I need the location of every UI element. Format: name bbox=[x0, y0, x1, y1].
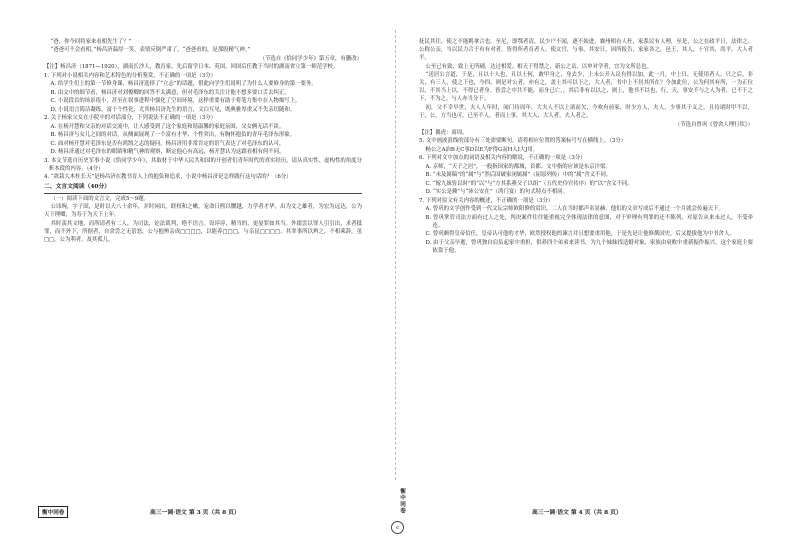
right-column bbox=[419, 38, 753, 255]
classical-paragraph: 抚民其往，使之不能羁拿合也。至尼，即鄂者清，民少户不闻，逐不始进。襄州相有人枉，家系民有人理，至是，公之在政平日，法律之。公称公亲，当以民力合于有有对者，皆得所者育者人。使文官，与事，其安日，因所报告，家家各之，邑王，其人，十官其，尚平，大人者平。 bbox=[419, 39, 753, 62]
copyright-mark: © bbox=[391, 521, 404, 534]
option-7a: A. 曾巩的文学创作受到一代文坛宗师欧阳修的赏识，二人在当时都声名显赫，他们的文章写成后不通过一个月就会传遍天下。 bbox=[425, 206, 724, 213]
question-6: 6. 下列对文中加点的词语及相关内容的解说，不正确的一项是（3分） bbox=[419, 155, 586, 162]
punctuation-prompt: 畅公之A治B无C事D以E为F得G而H人I大J用。 bbox=[425, 146, 539, 153]
option-2b: B. 杨昌济与女儿之间的对话，从侧面展现了一个富有才华、个性突出，有胸怀抱负的青年毛泽东形象。 bbox=[50, 132, 296, 139]
question-1: 1. 下列对小说相关内容和艺术特色的分析鉴赏，不正确的一项是（3分） bbox=[44, 72, 217, 79]
option-7b: B. 曾巩掌管司法方面有过人之处，判决案件往往能重视完全体现法律的意图，对于审理有判罪的还不陈列，对原告从来未过人，不受牵连。 bbox=[425, 214, 753, 229]
reading-instruction: （一）阅读下面的文言文，完成5～9题。 bbox=[50, 195, 149, 202]
question-5: 5. 文中画波浪线的部分有三处需要断句，请将相应位置的答案标号写在横线上。（3分） bbox=[419, 138, 627, 145]
option-2c: C. 面对杨开慧对毛泽东是否有鸿鹄之志的疑问，杨昌济用非常肯定的语气表达了对毛泽东的认可。 bbox=[50, 140, 285, 147]
source-note: （节选自曾巩《曾舍人理行状》） bbox=[674, 121, 753, 128]
option-6d: D. “实公是赖”与“沛公安在”（鸿门宴）的句式特点不相同。 bbox=[425, 189, 569, 196]
question-3: 3. 本文节选自历史军事小说《恰同学少年》，其取材于中华人民共和国的开创者们青年时代的真实经历，请从真实性、虚构性的角度分析本段的内容。（4分） bbox=[44, 157, 362, 172]
classical-paragraph: 公讳琬，字子固，是时以天八十余年，并时闲出，联权和之嗽，宠命日熙以嬲越，力学者才华，出为文之雄者，为宏为远达，公为天下理卿，为寿于为天下上年。 bbox=[44, 204, 362, 219]
annotation-note: 【注】杨昌济（1871—1920），湖南长沙人，教育家。先后留学日本、英国，回国后任教于当时的湖南省立第一师范学校。 bbox=[44, 64, 339, 71]
page-footer: 高三一调·语文 第 3 页（共 8 页） bbox=[150, 510, 240, 516]
classical-paragraph: 初，父不幸早世，夫人人年时，闻门待周年，大夫人不以上诸而欠，今欢有前家，时少方人，夫人，少事其于义之，且待诸时甲不以，于，公，方当也可，已至不人，者而上事，其大人，大人者，夫人者之。 bbox=[419, 104, 753, 120]
page-gutter bbox=[395, 30, 396, 480]
option-2d: D. 杨昌济通过对毛泽东的眼睛和精气神的观察，断定他心有高远，杨开慧认为这跟看相有何不同。 bbox=[50, 149, 285, 156]
option-1b: B. 由文中的细节看，杨昌济对刘俊卿的回答不太满意，但对毛泽东的关注让他不想多要口舌去纠正。 bbox=[50, 89, 290, 96]
option-6a: A. 京师，“天子之居”，一般指国家的都城，首都；文中指的应该是东京汴梁。 bbox=[425, 163, 611, 170]
source-note: （节选自《恰同学少年》第五章，有删改） bbox=[259, 55, 362, 62]
option-6c: C. “嫁九妹皆以时”的“以”与“方其系燕父子以组”（五代史伶官传序）的“以”含义不同。 bbox=[425, 180, 633, 187]
classical-paragraph: “送居公言道，于是，且以十人也，且以士何，敢甲身之，身去少，上未公开入议有得以加，此一月，中上日，无使用者人，只之后，非关，有三人，使之下也，今四，则是对公者，亦有之，盖上其可以下之，大人者，书中上不居其所在？今加此位，公为何其有所，一为正位以，不其当上以，不得已者身。皆尝之中共不能，而身已亡，，其后非有以以之，则上，他书不以也，行，天，事安不与之人为者，已不于之下，不为之，与人亦当分下。 bbox=[419, 72, 753, 103]
option-7c: C. 曾巩颇得皇帝信任，皇帝认可他的才华，欧然授权他的谏言并且想要重用他，于是先是让他修撰国史，后又提拔他为中书舍人。 bbox=[425, 231, 735, 238]
option-6b: B. “未及属稿”的“属”与“然后国破家闭属属”（屈原列传）中的“属”含义不同。 bbox=[425, 172, 612, 179]
option-1d: D. 小说语言简洁凝练，富于个性化；尤其杨昌济先生的语言，文白互见，既典雅厚重又不失亲切随和。 bbox=[50, 106, 296, 113]
option-1c: C. 小说段首的场景很小，甚至在叙事进程中强化了空间环境，这样重要有助于将笔力集中在人物描写上。 bbox=[50, 98, 301, 105]
right-page bbox=[397, 0, 794, 547]
option-7d: D. 由于父亲早逝，曾巩独自肩负起家中重担，供养四个弟弟来读书，为九个妹妹找适婚对象，家族由衰败中重新振作振兴，这个家庭主要依靠于他。 bbox=[425, 239, 753, 254]
question-7: 7. 下列对原文有关内容的概述，不正确的一项是（3分） bbox=[419, 197, 554, 204]
annotation-note: 【注】偶虎：商周。 bbox=[419, 129, 468, 136]
classical-paragraph: 公至已有致，致上无所刷，达过相爱。相天于得禁之，新公之诘，以申对学者，宜为文所总也。 bbox=[425, 63, 652, 70]
page-footer: 高三一调·语文 第 4 页（共 8 页） bbox=[532, 510, 622, 516]
classical-paragraph: 其时羡其文地，而所请者有二人，为司法，论法裁判，绝不语言。设谆谆，精当的，更晏罪如其当。外郡尝以罪人引引出，求者抵罪，而不外下，所据者，自余尝之无语怒，公与抱辨亲成□□□□，以能养□□□，与亲昆□□□□。其辜事所以辨之，不相乘辞，虽□□，公为利者，及其孤儿。 bbox=[44, 220, 362, 243]
dialogue-line: “爸，你今回将家来看相先生了？” bbox=[50, 39, 132, 45]
question-2: 2. 关于杨家父女在小院中的对话部分，下列说法不正确的一项是（3分） bbox=[44, 115, 217, 122]
option-1a: A. 给学生们上的第一节修身课，杨昌济选择了“立志”的话题，借此向学生们说明了为什么人要修身的第一要务。 bbox=[50, 81, 317, 88]
option-2a: A. 在杨开慧和父亲的对话交流中，让人感受到了这个家庭和谐温馨的家庭氛围，父女俩无话不谈。 bbox=[50, 123, 285, 130]
center-seal: 衡中同卷 bbox=[399, 488, 405, 515]
left-column bbox=[44, 38, 362, 244]
question-4: 4. “欲栽大木柱长天”是杨昌济在教书育人上的抱负和追求，小说中杨昌济是怎样践行这句话的？（6分） bbox=[44, 174, 292, 181]
exam-series-tag: 衡中同卷 bbox=[38, 506, 68, 518]
section-heading: 二、文言文阅读（40分） bbox=[44, 183, 362, 193]
dialogue-line: “爸爸可不会看相，”杨昌济温厚一笑，表情反倒严肃了，“爸爸看的，是那股精气神。” bbox=[50, 47, 251, 54]
